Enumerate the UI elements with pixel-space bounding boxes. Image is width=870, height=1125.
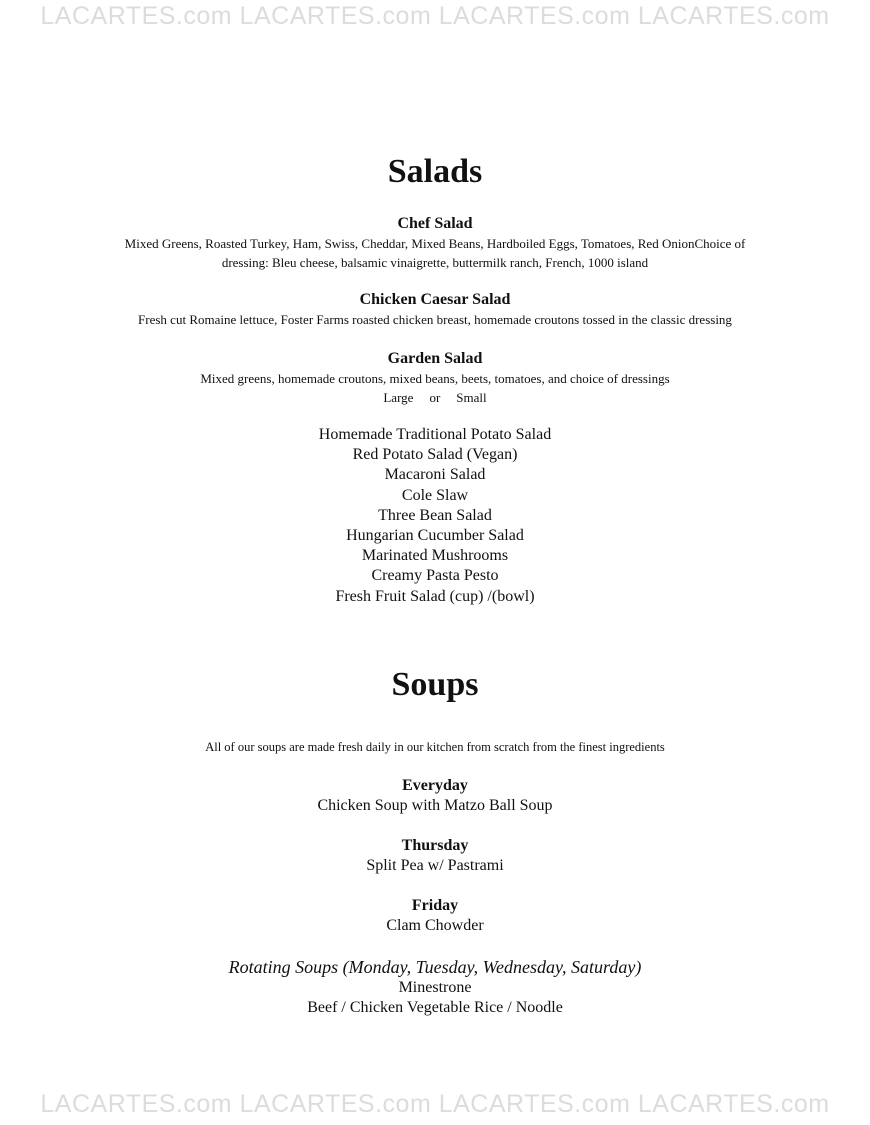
day-name: Friday	[411, 897, 459, 914]
soup-day-everyday	[0, 776, 870, 816]
list-item: Cole Slaw	[401, 486, 469, 504]
watermark-bottom: LACARTES.com LACARTES.com LACARTES.com LACARTES.com	[40, 1090, 830, 1118]
menu-item-chef-salad	[0, 214, 870, 272]
size-large: Large	[383, 390, 414, 405]
list-item: Creamy Pasta Pesto	[371, 567, 499, 585]
day-name: Everyday	[402, 777, 468, 794]
day-soup: Chicken Soup with Matzo Ball Soup	[317, 797, 553, 814]
watermark-top: LACARTES.com LACARTES.com LACARTES.com LACARTES.com	[40, 2, 830, 30]
soup-day-friday	[0, 896, 870, 936]
soups-intro: All of our soups are made fresh daily in our kitchen from scratch from the finest ingredients	[205, 740, 665, 754]
size-or: or	[429, 390, 441, 405]
list-item: Macaroni Salad	[384, 466, 486, 484]
item-name: Chicken Caesar Salad	[359, 291, 511, 308]
list-item: Fresh Fruit Salad (cup) /(bowl)	[335, 587, 535, 605]
day-soup: Split Pea w/ Pastrami	[366, 857, 504, 874]
size-options	[0, 388, 870, 407]
item-description: Mixed Greens, Roasted Turkey, Ham, Swiss, Cheddar, Mixed Beans, Hardboiled Eggs, Tomatoes, Red OnionChoice of	[124, 236, 746, 251]
menu-item-chicken-caesar-salad	[0, 290, 870, 329]
rotating-soup-item: Minestrone	[398, 979, 472, 996]
salads-title: Salads	[387, 153, 483, 190]
list-item: Marinated Mushrooms	[361, 547, 509, 565]
rotating-soup-item: Beef / Chicken Vegetable Rice / Noodle	[307, 999, 563, 1016]
rotating-soups	[0, 956, 870, 1018]
item-name: Garden Salad	[387, 350, 483, 367]
day-name: Thursday	[401, 837, 469, 854]
side-salads-list	[0, 425, 870, 607]
item-description: Fresh cut Romaine lettuce, Foster Farms roasted chicken breast, homemade croutons tossed in the classic dressing	[138, 312, 732, 327]
soup-day-thursday	[0, 836, 870, 876]
list-item: Homemade Traditional Potato Salad	[318, 426, 552, 443]
item-name: Chef Salad	[397, 215, 473, 232]
list-item: Hungarian Cucumber Salad	[346, 527, 524, 545]
day-soup: Clam Chowder	[386, 917, 484, 934]
list-item: Three Bean Salad	[378, 506, 492, 524]
side-salads	[0, 425, 870, 607]
item-description: dressing: Bleu cheese, balsamic vinaigrette, buttermilk ranch, French, 1000 island	[221, 255, 649, 270]
rotating-soups-title: Rotating Soups (Monday, Tuesday, Wednesday, Saturday)	[228, 957, 642, 977]
menu-item-garden-salad	[0, 349, 870, 407]
item-description: Mixed greens, homemade croutons, mixed beans, beets, tomatoes, and choice of dressings	[200, 371, 670, 386]
soups-title: Soups	[391, 666, 479, 703]
list-item: Red Potato Salad (Vegan)	[352, 446, 518, 464]
size-small: Small	[456, 390, 487, 405]
